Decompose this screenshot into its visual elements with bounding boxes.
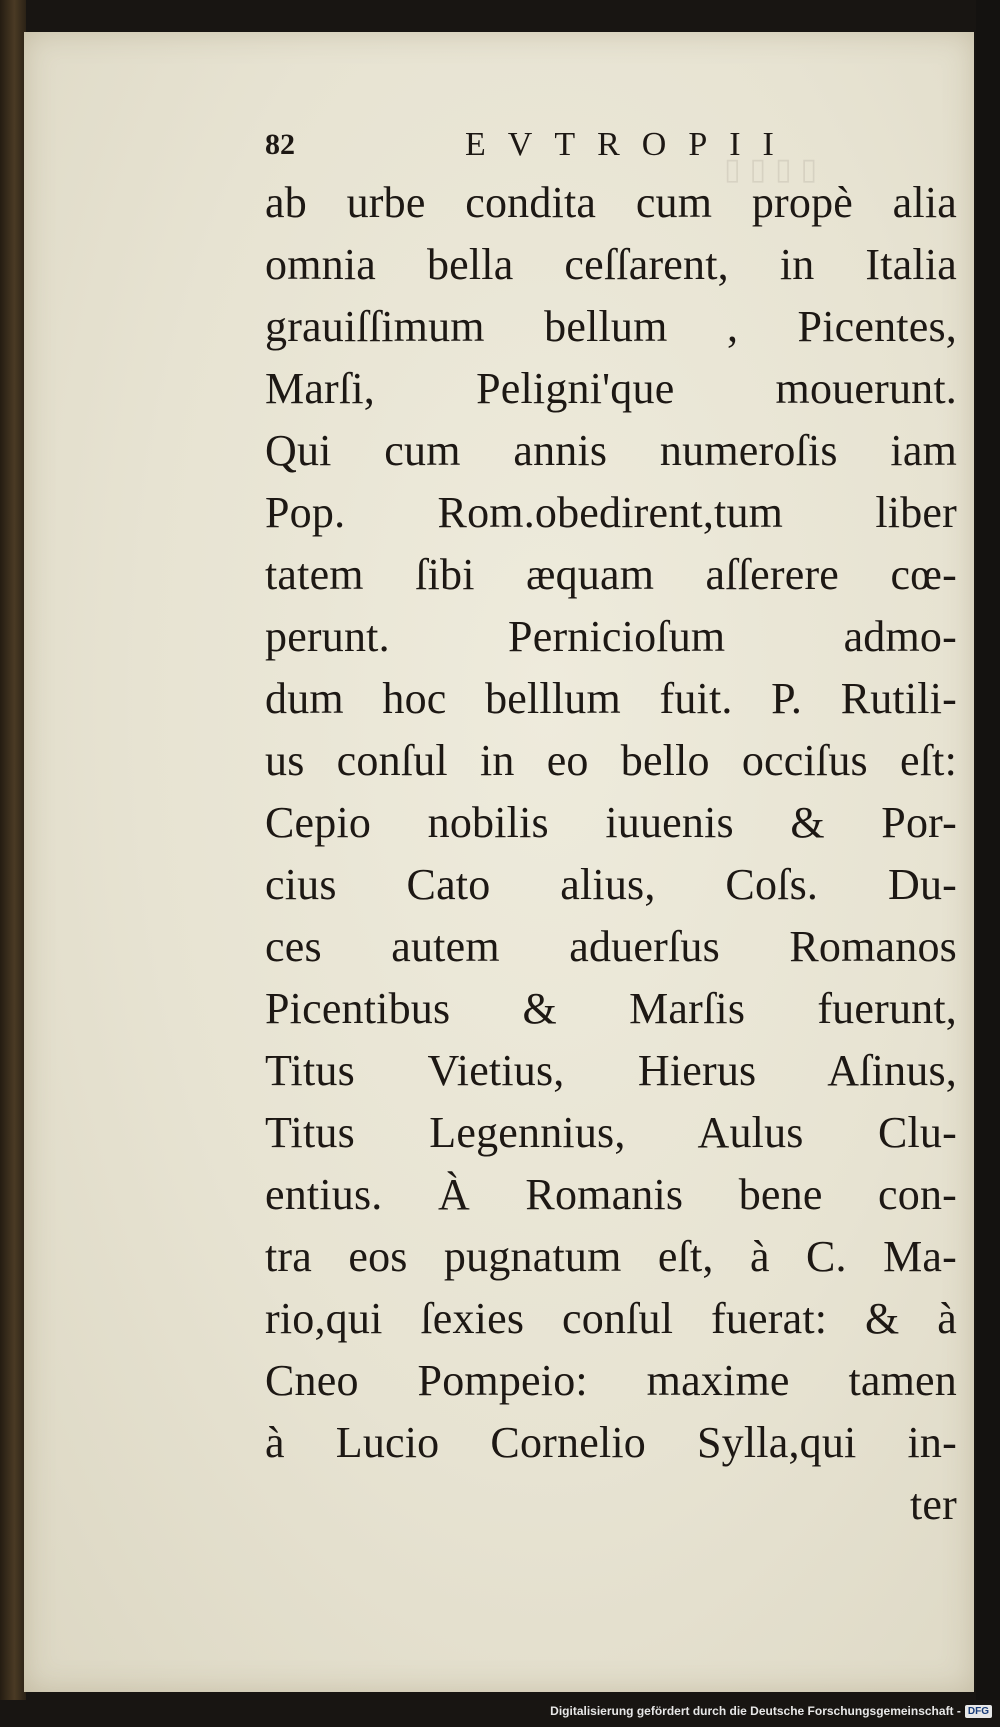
text-line: rio,qui ſexies conſul fuerat: & à (265, 1294, 957, 1343)
text-line: cius Cato alius, Coſs. Du- (265, 860, 957, 909)
credit-text: Digitalisierung gefördert durch die Deutsche Forschungsgemeinschaft - (550, 1704, 961, 1718)
text-line: perunt. Pernicioſum admo- (265, 612, 957, 661)
text-line: ces autem aduerſus Romanos (265, 922, 957, 971)
page-header (265, 126, 825, 166)
body-text (265, 172, 957, 1536)
text-line: à Lucio Cornelio Sylla,qui in- (265, 1418, 957, 1467)
text-line: Cneo Pompeio: maxime tamen (265, 1356, 957, 1405)
text-line: grauiſſimum bellum , Picentes, (265, 302, 957, 351)
text-line: dum hoc belllum fuit. P. Rutili- (265, 674, 957, 723)
text-line: Titus Vietius, Hierus Aſinus, (265, 1046, 957, 1095)
text-line: Picentibus & Marſis fuerunt, (265, 984, 957, 1033)
dfg-logo: DFG (965, 1705, 992, 1718)
bleed-through-mark: ▯▯▯▯ (724, 153, 827, 186)
text-line: tatem ſibi æquam aſſerere cœ- (265, 550, 957, 599)
text-line: us conſul in eo bello occiſus eſt: (265, 736, 957, 785)
book-edge-right (976, 0, 1000, 1700)
text-line: Titus Legennius, Aulus Clu- (265, 1108, 957, 1157)
text-line: ab urbe condita cum propè alia (265, 178, 957, 227)
digitization-credit (550, 1701, 992, 1721)
text-line: entius. À Romanis bene con- (265, 1170, 957, 1219)
text-line: Qui cum annis numeroſis iam (265, 426, 957, 475)
text-line: Marſi, Peligni'que mouerunt. (265, 364, 957, 413)
catchword: ter (909, 1480, 957, 1529)
text-line: Cepio nobilis iuuenis & Por- (265, 798, 957, 847)
text-line: tra eos pugnatum eſt, à C. Ma- (265, 1232, 957, 1281)
text-line: Pop. Rom.obedirent,tum liber (265, 488, 957, 537)
text-line: omnia bella ceſſarent, in Italia (265, 240, 957, 289)
running-title: EVTROPII (465, 126, 796, 163)
page-number: 82 (265, 128, 295, 161)
book-edge-left (0, 0, 26, 1700)
